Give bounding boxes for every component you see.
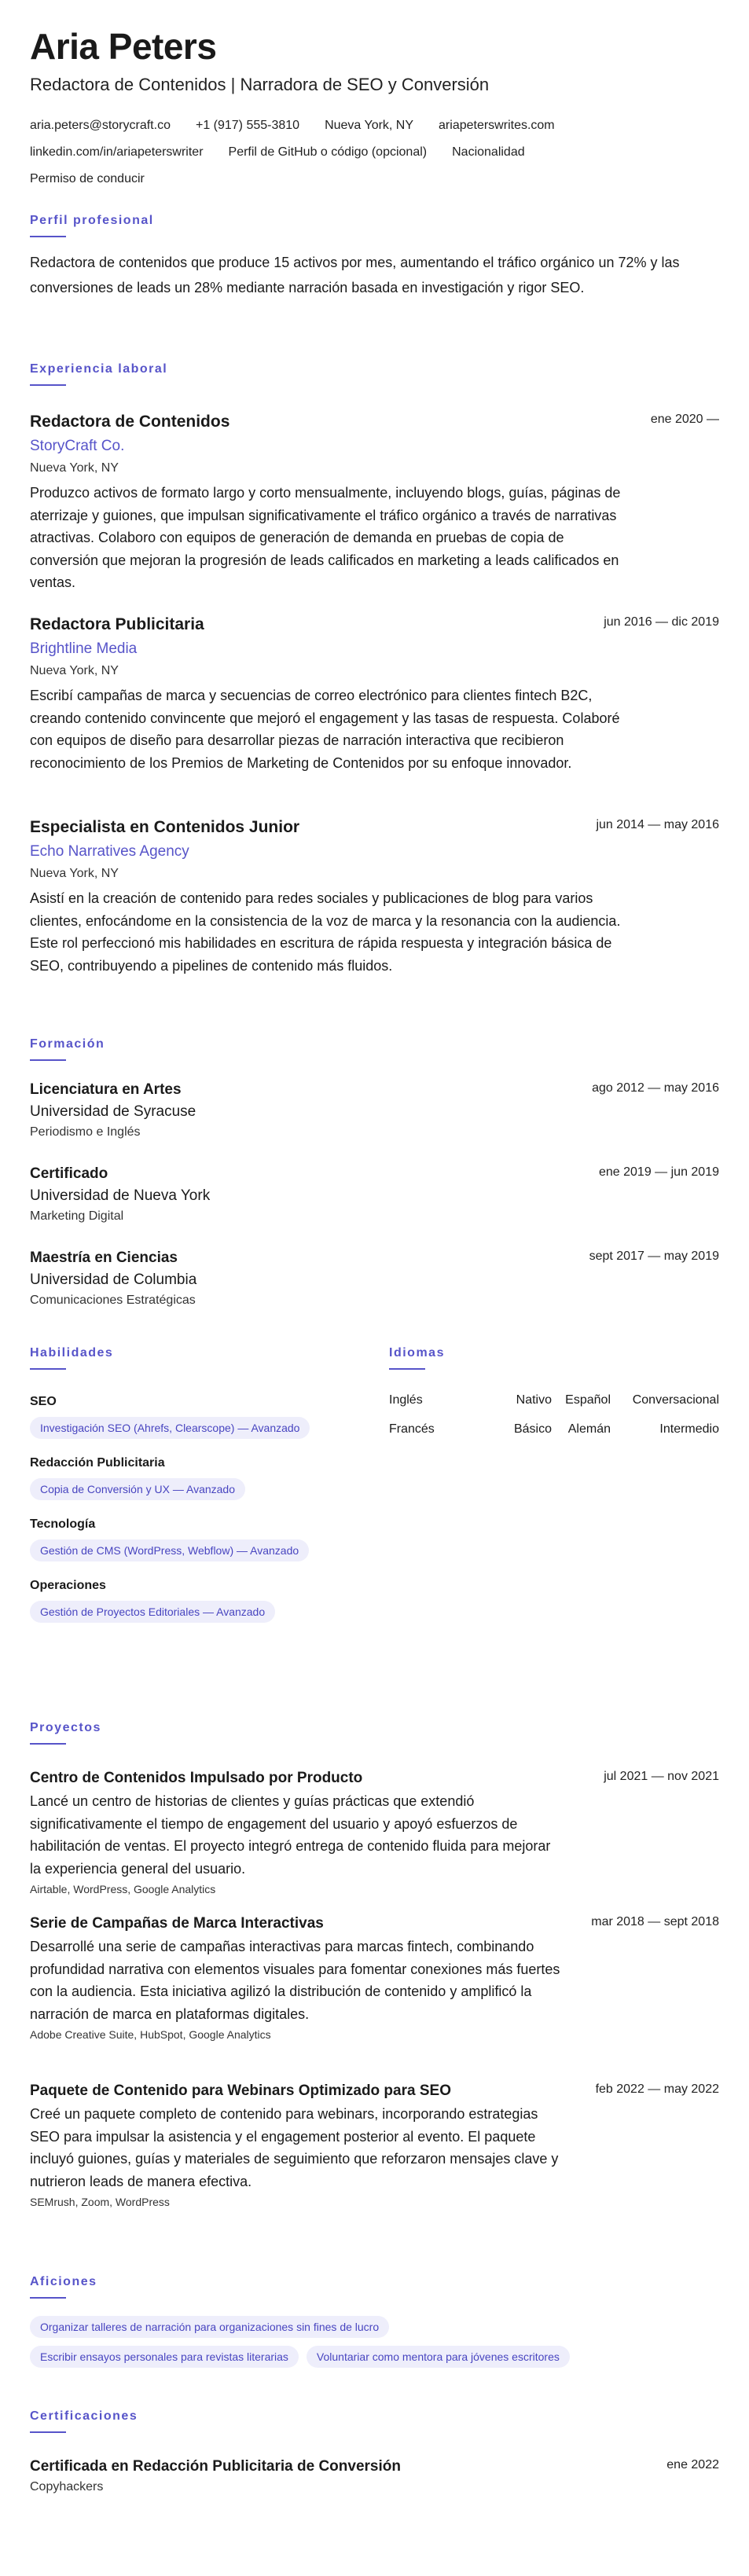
- education-school: Universidad de Columbia: [30, 1271, 197, 1288]
- skill-category: Tecnología: [30, 1517, 96, 1531]
- section-title-projects: Proyectos: [30, 1721, 101, 1734]
- job-description: Asistí en la creación de contenido para redes sociales y publicaciones de blog para varios clientes, enfocándome en la consistencia de la voz de marca y la resonancia con la audiencia. Este rol perfeccionó mis habilidades en escritura de rápida respuesta y integración básica de SEO, contribuyendo a pipelines de contenido más fluidos.: [30, 890, 621, 974]
- section-divider: [30, 2431, 66, 2433]
- contact-email[interactable]: aria.peters@storycraft.co: [30, 119, 171, 133]
- skill-category: Redacción Publicitaria: [30, 1456, 165, 1470]
- project-tools: Adobe Creative Suite, HubSpot, Google Analytics: [30, 2028, 271, 2041]
- section-title-profile: Perfil profesional: [30, 214, 154, 227]
- job-date: jun 2016 — dic 2019: [604, 615, 719, 629]
- candidate-headline: Redactora de Contenidos | Narradora de SEO y Conversión: [30, 75, 490, 95]
- education-degree: Licenciatura en Artes: [30, 1081, 182, 1098]
- education-school: Universidad de Syracuse: [30, 1103, 196, 1120]
- section-title-hobbies: Aficiones: [30, 2275, 97, 2288]
- language-level: Básico: [513, 1422, 552, 1436]
- language-name: Español: [565, 1393, 611, 1407]
- job-entry: [30, 818, 719, 977]
- section-divider: [389, 1368, 425, 1370]
- section-divider: [30, 1059, 66, 1061]
- skill-pill: Gestión de Proyectos Editoriales — Avanzado: [30, 1601, 275, 1623]
- skill-category: Operaciones: [30, 1579, 106, 1592]
- skill-pill: Gestión de CMS (WordPress, Webflow) — Avanzado: [30, 1539, 309, 1561]
- hobby-pill: Escribir ensayos personales para revistas literarias: [30, 2346, 299, 2368]
- education-date: ago 2012 — may 2016: [592, 1081, 719, 1095]
- contact-nationality: Nacionalidad: [452, 145, 525, 160]
- skill-group: [30, 1456, 360, 1500]
- certification-date: ene 2022: [666, 2458, 719, 2471]
- section-divider: [30, 1743, 66, 1745]
- job-company: Echo Narratives Agency: [30, 843, 189, 860]
- contact-linkedin[interactable]: linkedin.com/in/ariapeterswriter: [30, 145, 204, 160]
- job-entry: [30, 615, 719, 774]
- language-row: [389, 1393, 719, 1422]
- certifications-section: [30, 2409, 719, 2493]
- language-level: Nativo: [516, 1393, 552, 1407]
- job-company: StoryCraft Co.: [30, 438, 125, 454]
- section-title-languages: Idiomas: [389, 1346, 445, 1360]
- education-entry: [30, 1165, 719, 1224]
- certification-issuer: Copyhackers: [30, 2480, 104, 2493]
- job-location: Nueva York, NY: [30, 867, 119, 880]
- job-title: Redactora Publicitaria: [30, 615, 204, 633]
- job-title: Redactora de Contenidos: [30, 413, 230, 431]
- education-school: Universidad de Nueva York: [30, 1187, 211, 1204]
- experience-section: [30, 362, 719, 974]
- contact-driving-license: Permiso de conducir: [30, 172, 145, 186]
- section-title-experience: Experiencia laboral: [30, 362, 168, 376]
- job-location: Nueva York, NY: [30, 461, 119, 475]
- education-date: ene 2019 — jun 2019: [598, 1165, 719, 1179]
- project-date: feb 2022 — may 2022: [595, 2082, 719, 2096]
- contact-phone[interactable]: +1 (917) 555-3810: [195, 119, 300, 133]
- job-company: Brightline Media: [30, 640, 138, 657]
- skill-group: [30, 1517, 360, 1561]
- language-name: Francés: [389, 1422, 435, 1436]
- candidate-name: Aria Peters: [30, 26, 217, 67]
- section-title-education: Formación: [30, 1037, 105, 1051]
- job-entry: [30, 413, 719, 594]
- skills-section: [30, 1346, 360, 1640]
- languages-table: [389, 1393, 719, 1451]
- skill-pill: Copia de Conversión y UX — Avanzado: [30, 1478, 245, 1500]
- project-title: Centro de Contenidos Impulsado por Producto: [30, 1770, 363, 1786]
- project-entry: [30, 1770, 719, 1895]
- education-section: [30, 1037, 719, 1307]
- section-divider: [30, 1368, 66, 1370]
- language-row: [389, 1422, 719, 1451]
- project-title: Paquete de Contenido para Webinars Optimizado para SEO: [30, 2082, 451, 2099]
- certification-entry: [30, 2458, 719, 2494]
- profile-summary: Redactora de contenidos que produce 15 activos por mes, aumentando el tráfico orgánico un 72% y las conversiones de leads un 28% mediante narración basada en investigación y rigor SEO.: [30, 255, 680, 295]
- education-degree: Certificado: [30, 1165, 108, 1182]
- project-entry: [30, 1915, 719, 2041]
- project-tools: Airtable, WordPress, Google Analytics: [30, 1883, 216, 1895]
- section-divider: [30, 236, 66, 237]
- project-date: jul 2021 — nov 2021: [604, 1770, 719, 1783]
- project-description: Desarrollé una serie de campañas interactivas para marcas fintech, combinando profundidad narrativa con elementos visuales para fomentar conexiones más fuertes con la audiencia. Esta iniciativa agilizó la distribución de contenido y amplificó la narración de marca en plataformas digitales.: [30, 1939, 560, 2022]
- project-date: mar 2018 — sept 2018: [591, 1915, 719, 1928]
- education-entry: [30, 1249, 719, 1308]
- projects-section: [30, 1721, 719, 2208]
- contact-location: Nueva York, NY: [325, 119, 414, 133]
- languages-section: [389, 1346, 719, 1451]
- language-level: Intermedio: [659, 1422, 719, 1436]
- language-name: Inglés: [389, 1393, 423, 1407]
- project-tools: SEMrush, Zoom, WordPress: [30, 2196, 170, 2208]
- contact-info: [30, 119, 643, 186]
- job-date: jun 2014 — may 2016: [596, 818, 719, 831]
- language-level: Conversacional: [632, 1393, 719, 1407]
- hobbies-section: [30, 2275, 719, 2368]
- hobbies-list: [30, 2311, 674, 2368]
- project-title: Serie de Campañas de Marca Interactivas: [30, 1915, 324, 1932]
- skill-group: [30, 1395, 360, 1439]
- skill-category: SEO: [30, 1395, 57, 1408]
- skill-pill: Investigación SEO (Ahrefs, Clearscope) — Avanzado: [30, 1417, 310, 1439]
- education-field: Periodismo e Inglés: [30, 1125, 141, 1139]
- profile-section: [30, 214, 698, 300]
- education-field: Comunicaciones Estratégicas: [30, 1294, 196, 1307]
- skill-group: [30, 1579, 360, 1623]
- section-divider: [30, 2297, 66, 2299]
- project-description: Lancé un centro de historias de clientes y guías prácticas que extendió significativamente el tiempo de engagement del usuario y apoyó esfuerzos de habilitación de ventas. El proyecto integró entrega de contenido fluida para mejorar la experiencia general del usuario.: [30, 1793, 551, 1877]
- hobby-pill: Organizar talleres de narración para organizaciones sin fines de lucro: [30, 2316, 389, 2338]
- job-title: Especialista en Contenidos Junior: [30, 818, 300, 836]
- section-title-certifications: Certificaciones: [30, 2409, 138, 2423]
- certification-name: Certificada en Redacción Publicitaria de Conversión: [30, 2458, 401, 2475]
- education-degree: Maestría en Ciencias: [30, 1249, 178, 1266]
- section-divider: [30, 384, 66, 386]
- education-field: Marketing Digital: [30, 1209, 124, 1223]
- education-entry: [30, 1081, 719, 1139]
- project-description: Creé un paquete completo de contenido para webinars, incorporando estrategias SEO para impulsar la asistencia y el engagement posterior al evento. El paquete incluyó guiones, guías y materiales de seguimiento que reforzaron mensajes clave y nutrieron leads de manera efectiva.: [30, 2106, 559, 2189]
- job-description: Produzco activos de formato largo y corto mensualmente, incluyendo blogs, guías, páginas de aterrizaje y guiones, que impulsan significativamente el tráfico orgánico a través de narrativas atractivas. Colaboro con equipos de generación de demanda en pruebas de copia de conversión que mejoran la progresión de leads calificados en marketing a leads calificados en ventas.: [30, 485, 621, 590]
- job-description: Escribí campañas de marca y secuencias de correo electrónico para clientes fintech B2C, creando contenido convincente que mejoró el engagement y las tasas de respuesta. Colaboré con equipos de diseño para desarrollar piezas de narración interactiva que recibieron reconocimiento de los Premios de Marketing de Contenidos por su enfoque innovador.: [30, 688, 620, 771]
- education-date: sept 2017 — may 2019: [589, 1249, 719, 1263]
- section-title-skills: Habilidades: [30, 1346, 114, 1360]
- contact-website[interactable]: ariapeterswrites.com: [439, 119, 555, 133]
- language-name: Alemán: [567, 1422, 611, 1436]
- project-entry: [30, 2082, 719, 2208]
- job-location: Nueva York, NY: [30, 664, 119, 677]
- job-date: ene 2020 —: [650, 413, 719, 426]
- contact-github[interactable]: Perfil de GitHub o código (opcional): [228, 145, 428, 160]
- skills-list: [30, 1395, 360, 1623]
- hobby-pill: Voluntariar como mentora para jóvenes escritores: [307, 2346, 570, 2368]
